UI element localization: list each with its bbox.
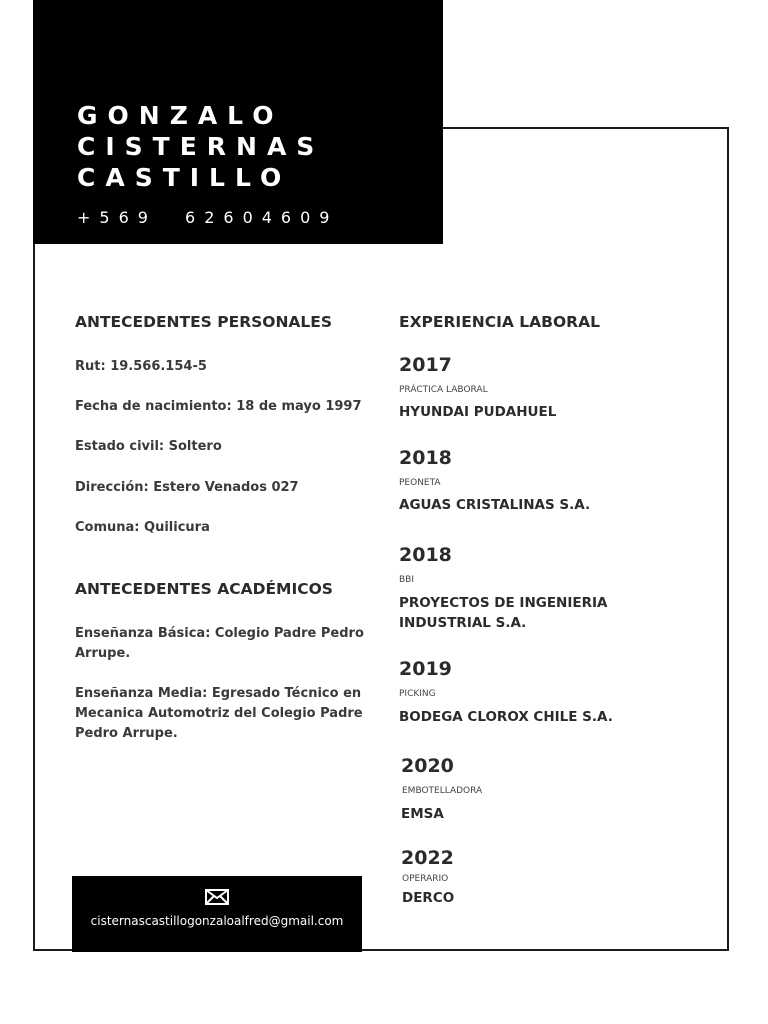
birth-field: Fecha de nacimiento: 18 de mayo 1997 [75, 399, 362, 414]
job-company: EMSA [401, 806, 444, 822]
job-role: PEONETA [399, 478, 441, 488]
job-role: EMBOTELLADORA [402, 786, 483, 796]
address-field: Dirección: Estero Venados 027 [75, 480, 299, 495]
job-company: PROYECTOS DE INGENIERIA INDUSTRIAL S.A. [399, 595, 608, 631]
experience-section-title: EXPERIENCIA LABORAL [399, 313, 600, 331]
job-company: DERCO [402, 890, 455, 906]
job-year: 2022 [401, 847, 454, 869]
commune-field: Comuna: Quilicura [75, 520, 210, 535]
job-company: BODEGA CLOROX CHILE S.A. [399, 709, 613, 725]
civil-status-field: Estado civil: Soltero [75, 439, 222, 454]
job-year: 2020 [401, 755, 454, 777]
job-company: AGUAS CRISTALINAS S.A. [399, 497, 591, 513]
page-frame [33, 127, 729, 951]
contact-block [72, 876, 362, 952]
envelope-icon [205, 889, 229, 905]
job-company: HYUNDAI PUDAHUEL [399, 404, 557, 420]
email-address[interactable]: cisternascastillogonzaloalfred@gmail.com [90, 914, 344, 928]
personal-section-title: ANTECEDENTES PERSONALES [75, 313, 333, 331]
candidate-name [77, 100, 324, 193]
rut-field: Rut: 19.566.154-5 [75, 359, 207, 374]
basic-education: Enseñanza Básica: Colegio Padre Pedro Arrupe. [75, 626, 364, 661]
job-role: PRÁCTICA LABORAL [399, 385, 488, 395]
phone-number: +569 62604609 [77, 208, 339, 227]
name-line-3: CASTILLO [77, 163, 292, 192]
academic-section-title: ANTECEDENTES ACADÉMICOS [75, 580, 333, 598]
job-year: 2017 [399, 354, 452, 376]
job-year: 2018 [399, 447, 452, 469]
job-year: 2019 [399, 658, 452, 680]
middle-education: Enseñanza Media: Egresado Técnico en Mecanica Automotriz del Colegio Padre Pedro Arrupe. [75, 686, 363, 741]
name-line-1: GONZALO [77, 101, 284, 130]
header-block [33, 0, 443, 244]
job-role: PICKING [399, 689, 436, 699]
job-role: BBI [399, 575, 415, 585]
job-role: OPERARIO [402, 874, 449, 884]
job-year: 2018 [399, 544, 452, 566]
name-line-2: CISTERNAS [77, 132, 325, 161]
